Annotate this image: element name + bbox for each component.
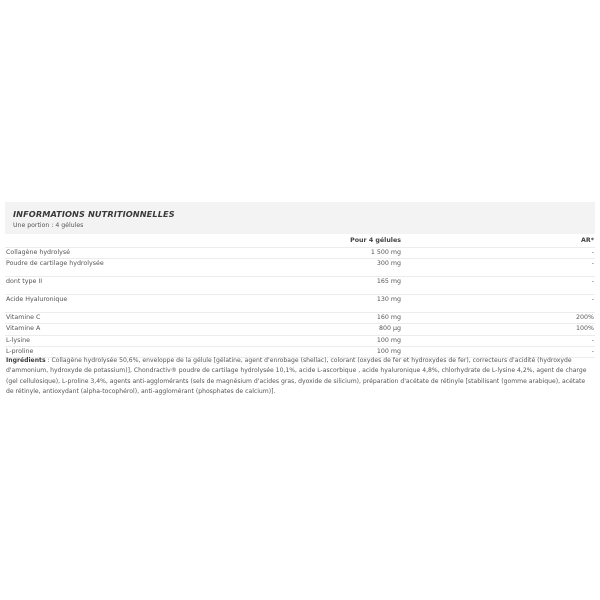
nutrient-value: 130 mg — [376, 296, 401, 304]
table-row — [5, 277, 595, 295]
nutrient-name: Vitamine C — [6, 314, 41, 322]
nutrient-ar: - — [591, 296, 594, 304]
nutrient-name: L-proline — [6, 347, 34, 355]
column-header-ar: AR* — [580, 237, 594, 244]
nutrient-value: 160 mg — [376, 314, 401, 322]
nutrient-value: 100 mg — [376, 347, 401, 355]
nutrient-ar: - — [591, 336, 594, 344]
nutrient-value: 165 mg — [376, 278, 401, 286]
nutrient-value: 800 µg — [378, 325, 401, 333]
nutrition-info-title: INFORMATIONS NUTRITIONNELLES — [13, 209, 175, 219]
table-header-row — [5, 236, 595, 248]
nutrient-name: dont type II — [6, 278, 43, 286]
table-row — [5, 324, 595, 335]
nutrient-name: Collagène hydrolysé — [6, 249, 70, 256]
nutrient-ar: 200% — [575, 314, 594, 322]
nutrient-name: Acide Hyaluronique — [6, 296, 68, 304]
table-row — [5, 336, 595, 347]
nutrient-name: Poudre de cartilage hydrolysée — [6, 260, 104, 268]
nutrient-ar: - — [591, 260, 594, 268]
serving-size-text: Une portion : 4 gélules — [13, 222, 84, 229]
nutrient-ar: - — [591, 347, 594, 355]
nutrient-value: 1 500 mg — [370, 249, 401, 256]
table-row — [5, 313, 595, 324]
ingredients-text: : Collagène hydrolysée 50,6%, enveloppe de la gélule [gélatine, agent d'enrobage (shellac), colorant (oxydes de fer et hydroxydes de fer), correcteurs d'acidité (hydroxyde d'ammonium, hydroxyde de potassium)], Chondractiv® poudre de cartilage hydrolysée 10,1%, acide L-ascorbique , acide hyaluronique 4,8%, chlorhydrate de L-lysine 4,2%, agent de charge (gel cellulosique), L-proline 3,4%, agents anti-agglomérants (sels de magnésium d'acides gras, dyoxide de silicium), préparation d'acétate de rétinyle [stabilisant (gomme arabique), acétate de rétinyle, antioxydant (alpha-tocophérol), anti-agglomérant (phosphates de calcium)]. — [6, 357, 587, 396]
table-row — [5, 248, 595, 259]
nutrient-value: 100 mg — [376, 336, 401, 344]
nutrient-ar: - — [591, 278, 594, 286]
nutrient-ar: - — [591, 249, 594, 256]
column-header-per-serving: Pour 4 gélules — [350, 237, 401, 244]
nutrition-info-header — [5, 202, 595, 234]
nutrient-value: 300 mg — [376, 260, 401, 268]
ingredients-paragraph — [6, 356, 594, 398]
table-row — [5, 259, 595, 277]
ingredients-label: Ingrédients — [6, 357, 46, 364]
nutrition-table — [5, 236, 595, 358]
nutrient-name: Vitamine A — [6, 325, 41, 333]
nutrient-ar: 100% — [575, 325, 594, 333]
nutrient-name: L-lysine — [6, 336, 31, 344]
table-row — [5, 295, 595, 313]
